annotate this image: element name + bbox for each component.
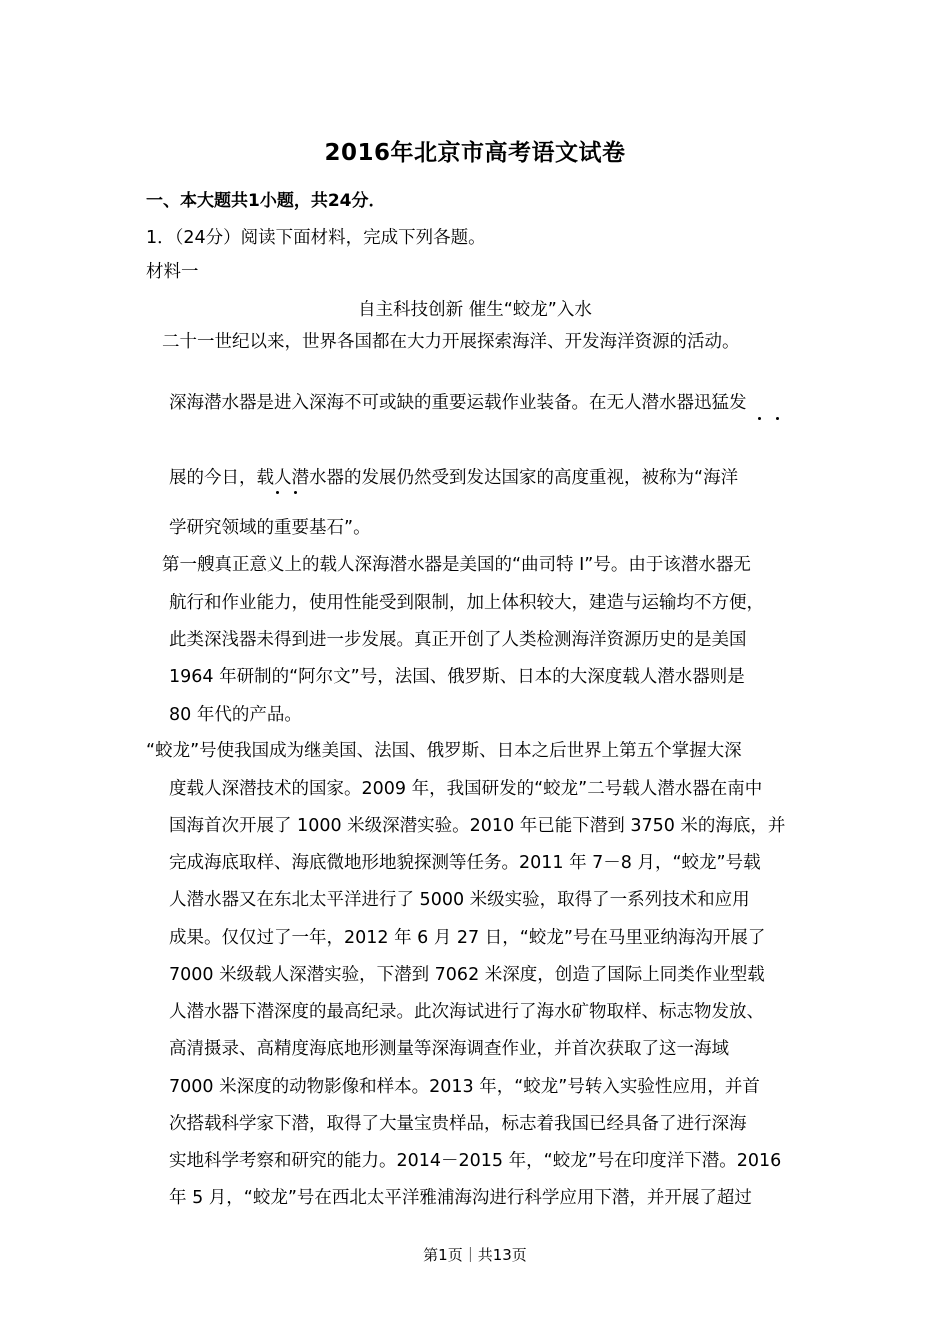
paragraph-line: 二十一世纪以来，世界各国都在大力开展探索海洋、开发海洋资源的活动。 xyxy=(162,332,740,352)
paragraph-line: 人潜水器又在东北太平洋进行了 5000 米级实验，取得了一系列技术和应用 xyxy=(169,890,750,910)
paragraph-line: 完成海底取样、海底微地形地貌探测等任务。2011 年 7－8 月，“蛟龙”号载 xyxy=(169,853,761,873)
section-heading: 一、本大题共1小题，共24分． xyxy=(146,191,386,211)
material-label: 材料一 xyxy=(146,262,199,282)
emphasis-dot xyxy=(776,417,779,420)
emphasis-dot xyxy=(294,491,297,494)
paragraph-line: 实地科学考察和研究的能力。2014－2015 年，“蛟龙”号在印度洋下潜。2016 xyxy=(169,1151,782,1171)
paragraph-line: 80 年代的产品。 xyxy=(169,705,302,725)
paragraph-line: 7000 米级载人深潜实验，下潜到 7062 米深度，创造了国际上同类作业型载 xyxy=(169,965,765,985)
question-intro: 1．（24分）阅读下面材料，完成下列各题。 xyxy=(146,228,486,248)
paragraph-line: 次搭载科学家下潜，取得了大量宝贵样品，标志着我国已经具备了进行深海 xyxy=(169,1114,747,1134)
paragraph-line: 展的今日，载人潜水器的发展仍然受到发达国家的高度重视，被称为“海洋 xyxy=(169,468,739,488)
page-title: 2016年北京市高考语文试卷 xyxy=(324,140,626,166)
article-title: 自主科技创新 催生“蛟龙”入水 xyxy=(358,300,592,320)
paragraph-line: 此类深浅器未得到进一步发展。真正开创了人类检测海洋资源历史的是美国 xyxy=(169,630,747,650)
paragraph-line: 学研究领域的重要基石”。 xyxy=(169,518,371,538)
paragraph-line: 深海潜水器是进入深海不可或缺的重要运载作业装备。在无人潜水器迅猛发 xyxy=(169,393,747,413)
paragraph-line: 第一艘真正意义上的载人深海潜水器是美国的“曲司特 I”号。由于该潜水器无 xyxy=(162,555,751,575)
paragraph-line: 成果。仅仅过了一年，2012 年 6 月 27 日，“蛟龙”号在马里亚纳海沟开展了 xyxy=(169,928,766,948)
paragraph-line: 度载人深潜技术的国家。2009 年，我国研发的“蛟龙”二号载人潜水器在南中 xyxy=(169,779,763,799)
paragraph-line: 7000 米深度的动物影像和样本。2013 年，“蛟龙”号转入实验性应用，并首 xyxy=(169,1077,760,1097)
paragraph-line: 高清摄录、高精度海底地形测量等深海调查作业，并首次获取了这一海域 xyxy=(169,1039,729,1059)
emphasis-dot xyxy=(276,491,279,494)
emphasis-dot xyxy=(758,417,761,420)
paragraph-line: 国海首次开展了 1000 米级深潜实验。2010 年已能下潜到 3750 米的海底，并 xyxy=(169,816,786,836)
page-footer: 第1页｜共13页 xyxy=(423,1246,527,1264)
paragraph-line: 人潜水器下潜深度的最高纪录。此次海试进行了海水矿物取样、标志物发放、 xyxy=(169,1002,764,1022)
paragraph-line: 年 5 月，“蛟龙”号在西北太平洋雅浦海沟进行科学应用下潜，并开展了超过 xyxy=(169,1188,752,1208)
paragraph-line: 1964 年研制的“阿尔文”号，法国、俄罗斯、日本的大深度载人潜水器则是 xyxy=(169,667,745,687)
paragraph-line: 航行和作业能力，使用性能受到限制，加上体积较大，建造与运输均不方便， xyxy=(169,593,764,613)
paragraph-line: “蛟龙”号使我国成为继美国、法国、俄罗斯、日本之后世界上第五个掌握大深 xyxy=(146,741,742,761)
